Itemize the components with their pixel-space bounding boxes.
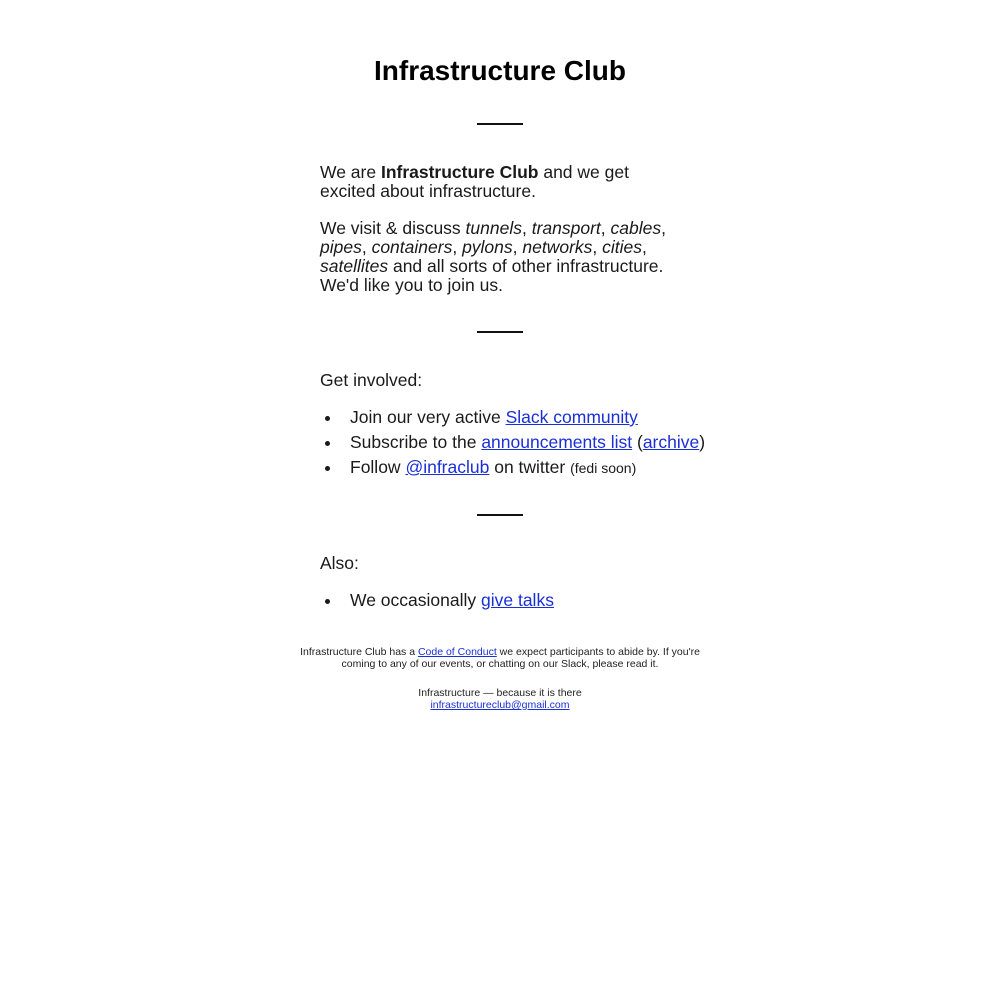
bullet-dot [325,599,330,604]
visit-paragraph: We visit & discuss tunnels, transport, cables, pipes, containers, pylons, networks, cities, satellites and all sorts of other infrastructure. We'd like you to join us. [320,218,666,295]
footer-email-wrap [300,699,700,711]
intro-club-name: Infrastructure Club [380,162,539,182]
fedi-note: (fedi soon) [570,460,637,476]
bullet-dot [325,416,330,421]
bullet-dot [325,466,330,471]
slack-prefix: Join our very active [350,407,506,427]
intro-suffix: and we get excited about infrastructure. [320,162,629,201]
page-title: Infrastructure Club [373,55,627,86]
email-link[interactable]: infrastructureclub@gmail.com [430,699,570,711]
list-item-follow [320,455,700,480]
get-involved-heading-wrap [320,371,686,390]
also-list [320,588,700,613]
get-involved-heading: Get involved: [320,370,423,390]
intro-prefix: We are [320,162,381,182]
topic-satellites: satellites [320,256,389,276]
code-of-conduct-link[interactable]: Code of Conduct [417,646,497,658]
paren-close: ) [699,432,706,452]
visit-prefix: We visit & discuss [320,218,466,238]
list-item-talks [320,588,700,613]
paren-open: ( [632,432,643,452]
topic-pipes: pipes [320,237,362,257]
divider [477,123,523,125]
slack-community-link[interactable]: Slack community [505,407,638,427]
announcements-list-link[interactable]: announcements list [481,432,633,452]
give-talks-link[interactable]: give talks [481,590,554,610]
twitter-handle-link[interactable]: @infraclub [405,457,490,477]
topic-cables: cables [610,218,662,238]
get-involved-list [320,405,706,480]
topic-pylons: pylons [462,237,513,257]
divider [477,331,523,333]
coc-prefix: Infrastructure Club has a [300,646,418,658]
divider [477,514,523,516]
subscribe-prefix: Subscribe to the [350,432,482,452]
follow-suffix: on twitter [489,457,571,477]
topic-tunnels: tunnels [465,218,522,238]
footer-tagline: Infrastructure — because it is there [418,687,582,699]
topic-containers: containers [371,237,453,257]
topic-networks: networks [522,237,593,257]
visit-suffix: and all sorts of other infrastructure. We'd like you to join us. [320,256,664,295]
also-heading: Also: [320,553,359,573]
topic-cities: cities [602,237,643,257]
bullet-dot [325,441,330,446]
visit-section [320,219,686,295]
coc-suffix: we expect participants to abide by. If you're coming to any of our events, or chatting on our Slack, please read it. [341,646,700,670]
talks-prefix: We occasionally [350,590,481,610]
list-item-subscribe [320,430,706,455]
intro-paragraph [320,163,686,201]
list-item-slack [320,405,700,430]
follow-prefix: Follow [350,457,406,477]
also-heading-wrap [320,554,686,573]
archive-link[interactable]: archive [642,432,700,452]
topic-transport: transport [531,218,601,238]
code-of-conduct-notice [300,646,700,670]
intro-section [320,163,686,201]
